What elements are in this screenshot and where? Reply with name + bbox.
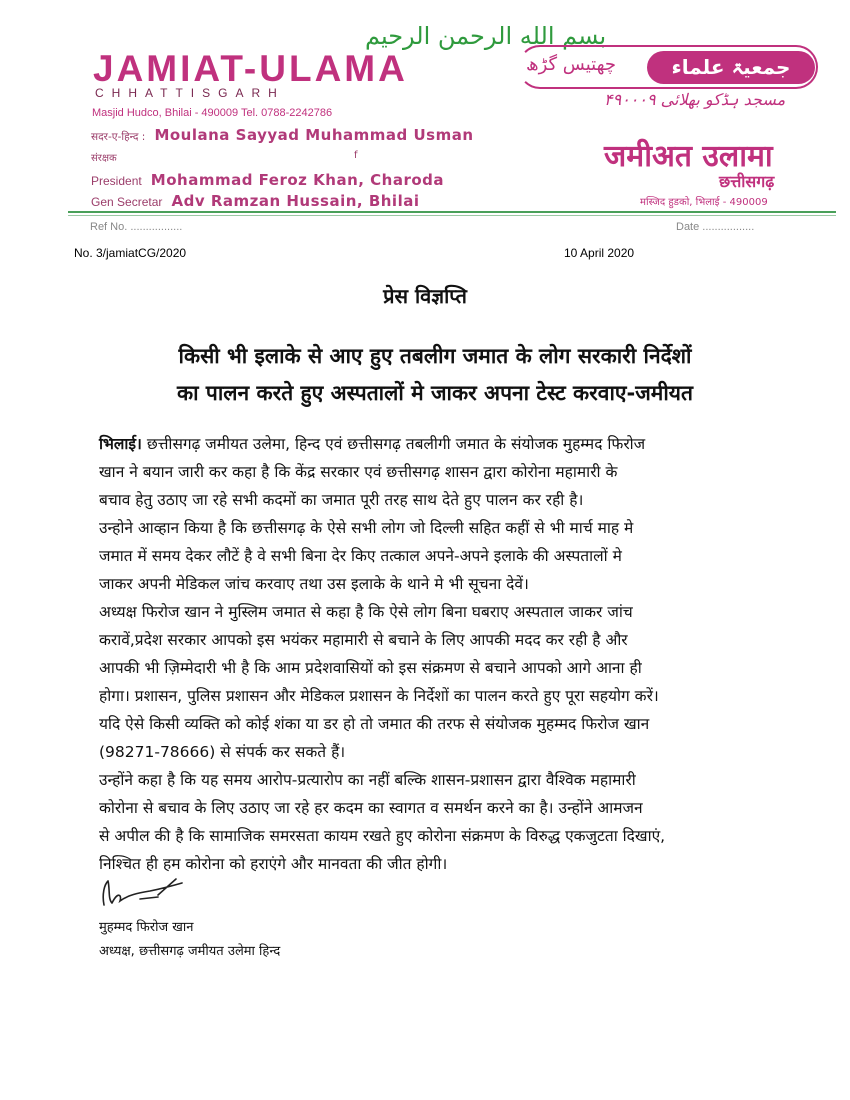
paragraph-line: से अपील की है कि सामाजिक समरसता कायम रखते हुए कोरोना संक्रमण के विरुद्ध एकजुटता दिखाएं, <box>99 827 666 846</box>
president-label: President <box>91 174 142 188</box>
letterhead-divider-thin <box>68 215 836 216</box>
org-address-hindi: मस्जिद हुडको, भिलाई - 490009 <box>640 197 768 208</box>
signatory-name: मुहम्मद फिरोज खान <box>99 920 194 935</box>
press-release-heading: प्रेस विज्ञप्ति <box>383 284 467 308</box>
paragraph-1 <box>99 430 789 514</box>
paragraph-line: यदि ऐसे किसी व्यक्ति को कोई शंका या डर हो तो जमात की तरफ से संयोजक मुहम्मद फिरोज खान <box>99 715 650 734</box>
president-row <box>91 170 444 189</box>
org-state-urdu: چھتیس گڑھ <box>526 54 617 75</box>
paragraph-line <box>99 430 789 458</box>
org-state-english: CHHATTISGARH <box>95 86 285 100</box>
secretary-name: Adv Ramzan Hussain, Bhilai <box>171 192 420 210</box>
dateline: भिलाई। <box>99 435 142 453</box>
patron-label: संरक्षक <box>91 153 117 164</box>
date-field: Date ................. <box>676 221 755 233</box>
letterhead-divider <box>68 211 836 213</box>
paragraph-line: खान ने बयान जारी कर कहा है कि केंद्र सरकार एवं छत्तीसगढ़ शासन द्वारा कोरोना महामारी के <box>99 463 618 482</box>
paragraph-2 <box>99 514 789 598</box>
org-address-urdu: مسجد ہڈکو بھلائی ۴۹۰۰۰۹ <box>604 90 786 109</box>
headline-line-1: किसी भी इलाके से आए हुए तबलीग जमात के लोग सरकारी निर्देशों <box>178 344 692 368</box>
paragraph-line: उन्होने आव्हान किया है कि छत्तीसगढ़ के ऐसे सभी लोग जो दिल्ली सहित कहीं से भी मार्च माह मे <box>99 519 634 537</box>
paragraph-text: छत्तीसगढ़ जमीयत उलेमा, हिन्द एवं छत्तीसगढ़ तबलीगी जमात के संयोजक मुहम्मद फिरोज <box>141 435 646 453</box>
handwritten-signature <box>98 877 188 909</box>
paragraph-4 <box>99 766 789 878</box>
paragraph-line: जाकर अपनी मेडिकल जांच करवाए तथा उस इलाके के थाने मे भी सूचना देवें। <box>99 575 529 594</box>
org-name-urdu: جمعیۃ علماء <box>647 51 815 84</box>
sadar-label: सदर-ए-हिन्द : <box>91 131 146 143</box>
paragraph-line: जमात में समय देकर लौटें है वे सभी बिना देर किए तत्काल अपने-अपने इलाके की अस्पतालों मे <box>99 547 622 566</box>
paragraph-3 <box>99 598 789 767</box>
paragraph-line: कोरोना से बचाव के लिए उठाए जा रहे हर कदम का स्वागत व समर्थन करने का है। उन्होंने आमजन <box>99 799 643 818</box>
signatory-title: अध्यक्ष, छत्तीसगढ़ जमीयत उलेमा हिन्द <box>99 944 281 959</box>
headline-line-2: का पालन करते हुए अस्पतालों मे जाकर अपना टेस्ट करवाए-जमीयत <box>177 381 693 405</box>
paragraph-line: बचाव हेतु उठाए जा रहे सभी कदमों का जमात पूरी तरह साथ देते हुए पालन कर रही है। <box>99 491 584 510</box>
org-name-hindi: जमीअत उलामा <box>604 139 773 174</box>
paragraph-line: अध्यक्ष फिरोज खान ने मुस्लिम जमात से कहा है कि ऐसे लोग बिना घबराए अस्पताल जाकर जांच <box>99 603 633 621</box>
bismillah-calligraphy: بسم الله الرحمن الرحيم <box>365 22 607 50</box>
ref-number-field: Ref No. ................. <box>90 221 183 233</box>
paragraph-line: आपकी भी ज़िम्मेदारी भी है कि आम प्रदेशवासियों को इस संक्रमण से बचाने आपको आगे आना ही <box>99 659 642 678</box>
document-number: No. 3/jamiatCG/2020 <box>74 246 187 260</box>
paragraph-line: उन्होंने कहा है कि यह समय आरोप-प्रत्यारोप का नहीं बल्कि शासन-प्रशासन द्वारा वैश्विक महामारी <box>99 771 636 789</box>
secretary-row <box>91 191 419 210</box>
patron-mark: f <box>354 150 358 161</box>
org-state-hindi: छत्तीसगढ़ <box>719 172 775 191</box>
document-date: 10 April 2020 <box>564 246 635 260</box>
secretary-label: Gen Secretar <box>91 195 163 209</box>
sadar-row <box>91 125 474 144</box>
president-name: Mohammad Feroz Khan, Charoda <box>150 171 445 189</box>
paragraph-line: (98271-78666) से संपर्क कर सकते हैं। <box>99 743 346 762</box>
paragraph-line: होगा। प्रशासन, पुलिस प्रशासन और मेडिकल प्रशासन के निर्देशों का पालन करते हुए पूरा सहयोग करें। <box>99 687 659 706</box>
paragraph-line: करावें,प्रदेश सरकार आपको इस भयंकर महामारी से बचाने के लिए आपकी मदद कर रही है और <box>99 631 628 650</box>
org-address-english: Masjid Hudco, Bhilai - 490009 Tel. 0788-2242786 <box>92 107 333 119</box>
org-name-english: JAMIAT-ULAMA <box>93 48 408 89</box>
paragraph-line: निश्चित ही हम कोरोना को हराएंगे और मानवता की जीत होगी। <box>99 855 448 874</box>
sadar-name: Moulana Sayyad Muhammad Usman <box>154 126 474 144</box>
